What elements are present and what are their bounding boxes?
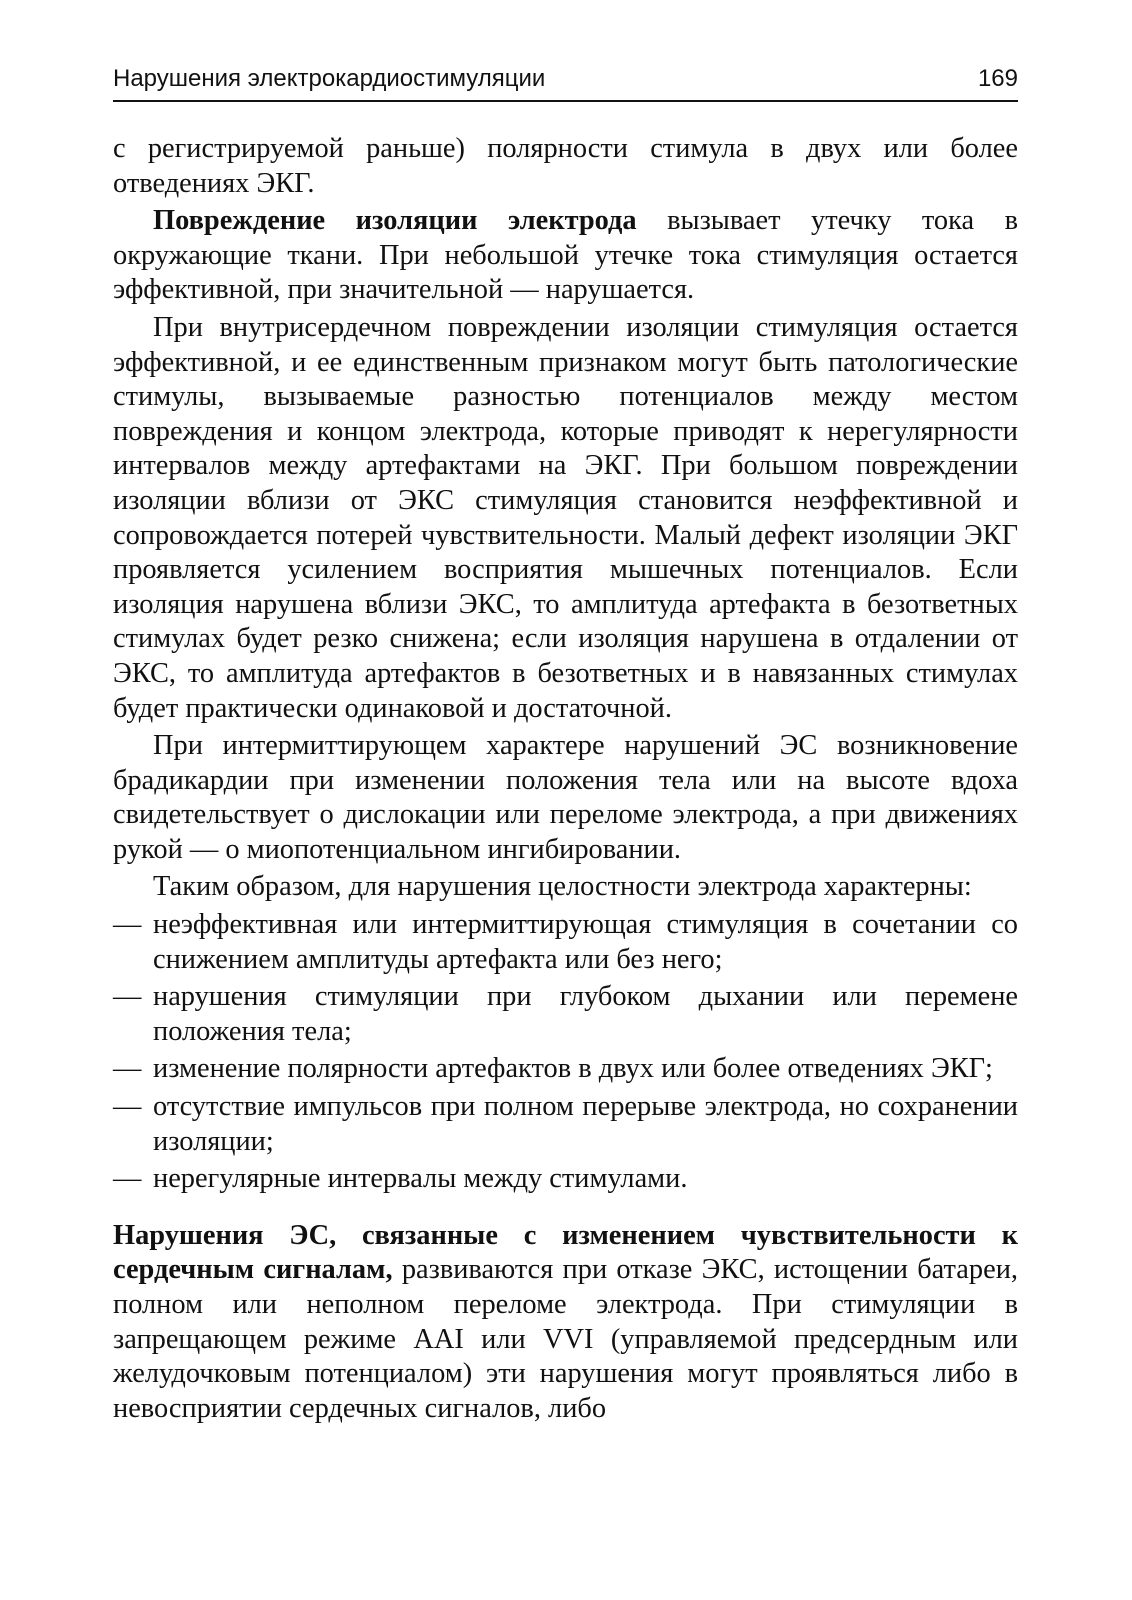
paragraph-insulation-damage-text: вызывает утечку тока в окружающие ткани. При небольшой утечке тока стимуляция остается эффективной, при значительной — нарушается. [113, 205, 1018, 306]
term-insulation-damage: Повреждение изоляции электрода [153, 205, 637, 237]
paragraph-summary-intro: Таким образом, для нарушения целостности электрода характерны: [153, 871, 972, 903]
paragraph-continuation: с регистрируемой раньше) полярности стимула в двух или более отведениях ЭКГ. [113, 133, 1018, 199]
list-item-text: отсутствие импульсов при полном перерыве электрода, но сохранении изоляции; [153, 1091, 1018, 1157]
list-dash: — [113, 1163, 142, 1195]
book-page [113, 62, 1018, 1562]
paragraph-sensing-disorders [113, 1219, 1018, 1427]
list-item-text: неэффективная или интермиттирующая стимуляция в сочетании со снижением амплитуды артефакта или без него; [153, 909, 1018, 975]
paragraph-intermittent: При интермиттирующем характере нарушений ЭС возникновение брадикардии при изменении положения тела или на высоте вдоха свидетельствует о дислокации или переломе электрода, а при движениях рукой — о миопотенциальном ингибировании. [113, 730, 1018, 865]
list-item-text: нарушения стимуляции при глубоком дыхании или перемене положения тела; [153, 981, 1018, 1047]
page-number: 169 [977, 65, 1018, 92]
list-item [113, 1090, 1018, 1159]
list-item [113, 1162, 1018, 1197]
paragraph-sensing-disorders-text: развиваются при отказе ЭКС, истощении батареи, полном или неполном переломе электрода. При стимуляции в запрещающем режиме AAI или VVI (управляемой предсердным или желудочковым потенциалом) эти нарушения могут проявляться либо в невосприятии сердечных сигналов, либо [113, 1254, 1018, 1424]
running-header-title: Нарушения электрокардиостимуляции [113, 65, 546, 92]
term-sensing-disorders: Нарушения ЭС, связанные с изменением чувствительности к сердечным сигналам, [113, 1219, 1018, 1286]
list-item-text: нерегулярные интервалы между стимулами. [153, 1163, 688, 1195]
list-item [113, 1052, 1018, 1087]
list-dash: — [113, 981, 142, 1013]
paragraph-intracardiac-damage: При внутрисердечном повреждении изоляции стимуляция остается эффективной, и ее единственным признаком могут быть патологические стимулы, вызываемые разностью потенциалов между местом повреждения и концом электрода, которые приводят к нерегулярности интервалов между артефактами на ЭКГ. При большом повреждении изоляции вблизи от ЭКС стимуляция становится неэффективной и сопровождается потерей чувствительности. Малый дефект изоляции ЭКГ проявляется усилением восприятия мышечных потенциалов. Если изоляция нарушена вблизи ЭКС, то амплитуда артефакта в безответных стимулах будет резко снижена; если изоляция нарушена в отдалении от ЭКС, то амплитуда артефактов в безответных и в навязанных стимулах будет практически одинаковой и достаточной. [113, 311, 1018, 724]
list-item [113, 980, 1018, 1049]
paragraph-insulation-damage [113, 204, 1018, 308]
list-item [113, 908, 1018, 977]
body-text [113, 132, 1018, 1426]
list-dash: — [113, 1091, 142, 1123]
list-dash: — [113, 1053, 142, 1085]
list-dash: — [113, 909, 142, 941]
running-header [113, 62, 1018, 102]
list-item-text: изменение полярности артефактов в двух или более отведениях ЭКГ; [153, 1053, 993, 1085]
criteria-list [113, 908, 1018, 1197]
